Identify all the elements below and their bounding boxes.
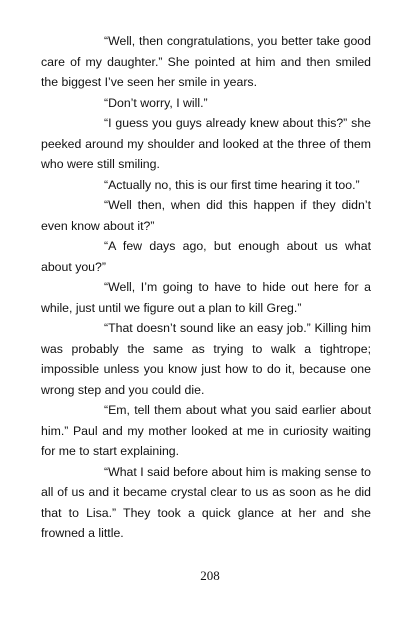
paragraph: “Actually no, this is our first time hearing it too.” xyxy=(104,177,360,192)
page-number: 208 xyxy=(200,568,220,583)
paragraph: “Well then, when did this happen if they didn’t even know about it?” xyxy=(41,198,371,233)
paragraph: “A few days ago, but enough about us what about you?” xyxy=(41,239,371,274)
paragraph: “What I said before about him is making sense to all of us and it became crystal clear to us as soon as he did that to Lisa.” They took a quick glance at her and she frowned a little. xyxy=(41,464,371,540)
paragraph: “Well, then congratulations, you better take good care of my daughter.” She pointed at him and then smiled the biggest I’ve seen her smile in years. xyxy=(41,34,371,89)
paragraph: “Well, I’m going to have to hide out here for a while, just until we figure out a plan to kill Greg.” xyxy=(41,280,371,315)
paragraph: “Don’t worry, I will.” xyxy=(104,95,208,110)
body-text xyxy=(41,31,371,544)
paragraph: “Em, tell them about what you said earlier about him.” Paul and my mother looked at me in curiosity waiting for me to start explaining. xyxy=(41,403,371,458)
paragraph: “That doesn’t sound like an easy job.” Killing him was probably the same as trying to walk a tightrope; impossible unless you know just how to do it, because one wrong step and you could die. xyxy=(41,321,371,397)
paragraph: “I guess you guys already knew about this?” she peeked around my shoulder and looked at the three of them who were still smiling. xyxy=(41,116,371,171)
